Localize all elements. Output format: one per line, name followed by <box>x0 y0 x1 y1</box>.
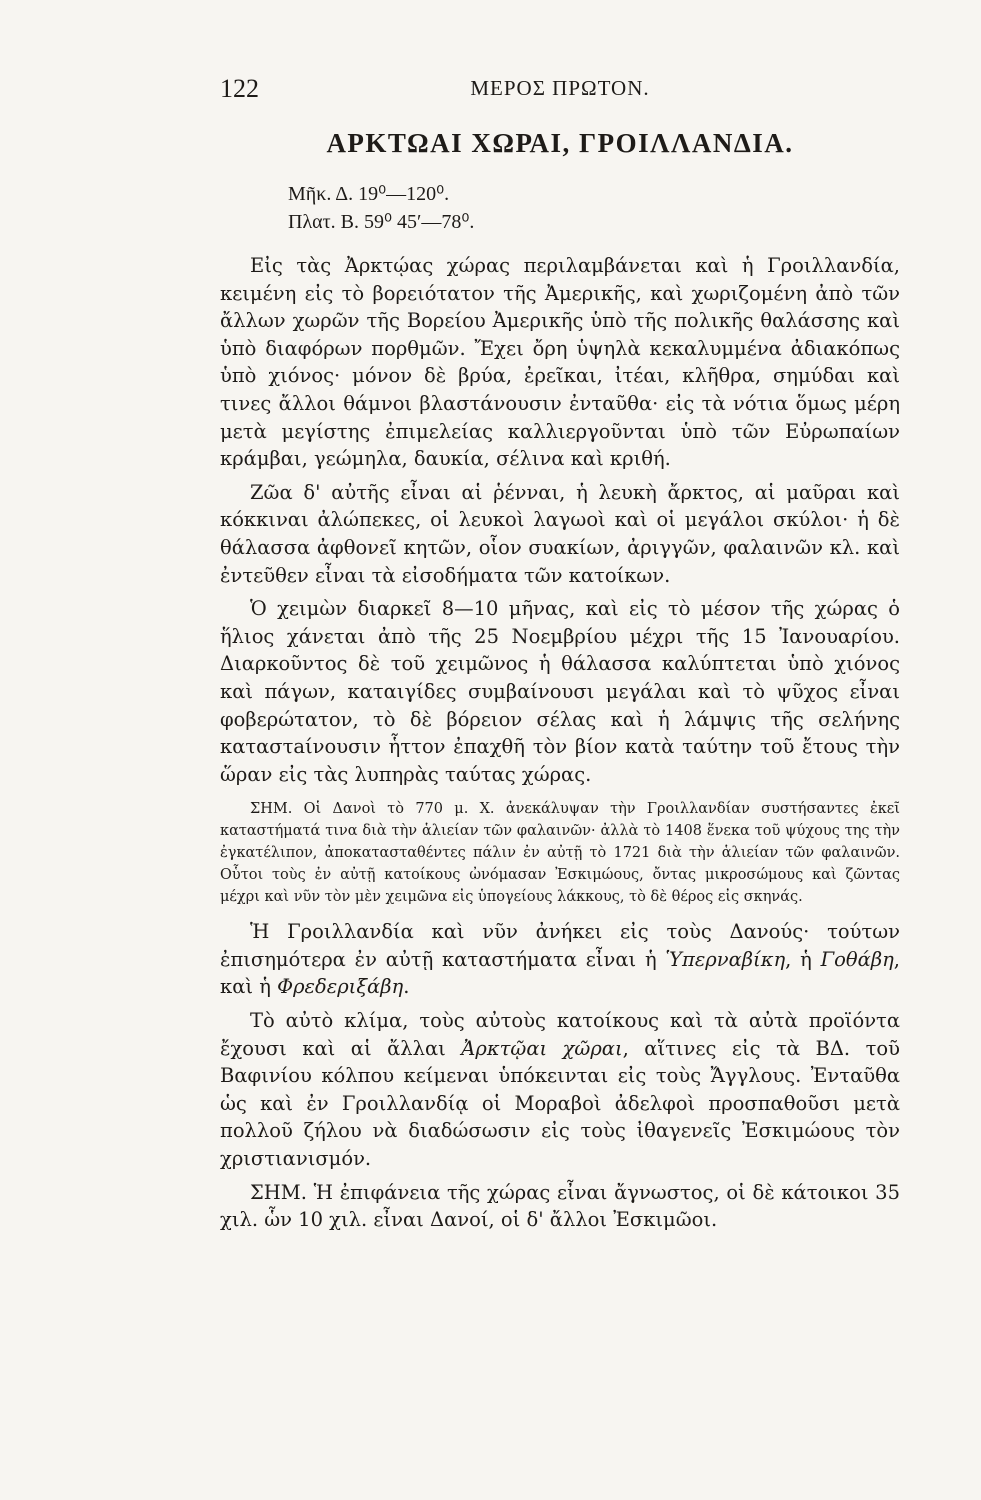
arctic-lands-term: Ἀρκτῷαι χῶραι <box>461 1036 623 1060</box>
arctic-text-start: Τὸ αὐτὸ κλίμα, τοὺς αὐτοὺς κατοίκους καὶ τὰ αὐτὰ προϊόντα ἔχουσι καὶ αἱ ἄλλαι <box>220 1009 900 1060</box>
settlements-text-end: . <box>403 975 410 999</box>
body-text <box>220 252 900 1240</box>
settlement-upernavik: Ὑπερναβίκη <box>665 947 786 971</box>
settlements-text-start: Ἡ Γροιλλανδία καὶ νῦν ἀνήκει εἰς τοὺς Δανούς· τούτων ἐπισημότερα ἐν αὐτῇ καταστήματα εἶναι ἡ <box>220 920 900 971</box>
settlements-sep-1: , ἡ <box>785 947 821 971</box>
running-head: ΜΕΡΟΣ ΠΡΩΤΟΝ. <box>470 76 650 100</box>
settlements-sep-2: , καὶ ἡ <box>220 947 900 999</box>
page-number: 122 <box>220 74 259 103</box>
paragraph-geography: Εἰς τὰς Ἀρκτῴας χώρας περιλαμβάνεται καὶ ἡ Γροιλλανδία, κειμένη εἰς τὸ βορειότατον τῆς Ἀμερικῆς, καὶ χωριζομένη ἀπὸ τῶν ἄλλων χωρῶν τῆς Βορείου Ἀμερικῆς ὑπὸ τῆς πολικῆς θαλάσσης καὶ ὑπὸ διαφόρων πορθμῶν. Ἔχει ὄρη ὑψηλὰ κεκαλυμμένα ἀδιακόπως ὑπὸ χιόνος· μόνον δὲ βρύα, ἐρεῖκαι, ἰτέαι, κλῆθρα, σημύδαι καὶ τινες ἄλλοι θάμνοι βλαστάνουσιν ἐνταῦθα· εἰς τὰ νότια ὅμως μέρη μετὰ μεγίστης ἐπιμελείας καλλιεργοῦνται ὑπὸ τῶν Εὐρωπαίων κράμβαι, γεώμηλα, δαυκία, σέλινα καὶ κριθή. <box>220 254 900 471</box>
page-header <box>220 74 900 108</box>
settlement-godthab: Γοθάβη <box>820 947 894 971</box>
settlement-frederikshab: Φρεδεριξάβη <box>277 975 404 999</box>
paragraph-fauna: Ζῶα δ' αὐτῆς εἶναι αἱ ῥένναι, ἡ λευκὴ ἄρκτος, αἱ μαῦραι καὶ κόκκιναι ἀλώπεκες, οἱ λευκοὶ λαγωοὶ καὶ οἱ μεγάλοι σκύλοι· ἡ δὲ θάλασσα ἀφθονεῖ κητῶν, οἷον συακίων, ἀριγγῶν, φαλαινῶν κλ. καὶ ἐντεῦθεν εἶναι τὰ εἰσοδήματα τῶν κατοίκων. <box>220 480 900 587</box>
paragraph-arctic-lands <box>220 1007 900 1173</box>
note-history: ΣΗΜ. Οἱ Δανοὶ τὸ 770 μ. Χ. ἀνεκάλυψαν τὴν Γροιλλανδίαν συστήσαντες ἐκεῖ καταστήματά τινα διὰ τὴν ἁλιείαν τῶν φαλαινῶν· ἀλλὰ τὸ 1408 ἕνεκα τοῦ ψύχους της τὴν ἐγκατέλιπον, ἀποκατασταθέντες πάλιν ἐν αὐτῇ τὸ 1721 διὰ τὴν ἁλιείαν τῶν φαλαινῶν. Οὗτοι τοὺς ἐν αὐτῇ κατοίκους ὠνόμασαν Ἐσκιμώους, ὄντας μικροσώμους καὶ ζῶντας μέχρι καὶ νῦν τὸν μὲν χειμῶνα εἰς ὑπογείους λάκκους, τὸ δὲ θέρος εἰς σκηνάς. <box>220 801 900 906</box>
note-population: ΣΗΜ. Ἡ ἐπιφάνεια τῆς χώρας εἶναι ἄγνωστος, οἱ δὲ κάτοικοι 35 χιλ. ὧν 10 χιλ. εἶναι Δανοί, οἱ δ' ἄλλοι Ἐσκιμῶοι. <box>220 1180 900 1232</box>
arctic-text-end: , αἵτινες εἰς τὰ ΒΔ. τοῦ Βαφινίου κόλπου κείμεναι ὑπόκεινται εἰς τοὺς Ἄγγλους. Ἐνταῦθα ὡς καὶ ἐν Γροιλλανδίᾳ οἱ Μοραβοὶ ἀδελφοὶ προσπαθοῦσι μετὰ πολλοῦ ζήλου νὰ διαδώσωσιν εἰς τοὺς ἰθαγενεῖς Ἐσκιμώους τὸν χριστιανισμόν. <box>220 1036 901 1171</box>
coordinates-block <box>288 180 474 236</box>
paragraph-climate: Ὁ χειμὼν διαρκεῖ 8—10 μῆνας, καὶ εἰς τὸ μέσον τῆς χώρας ὁ ἥλιος χάνεται ἀπὸ τῆς 25 Νοεμβρίου μέχρι τῆς 15 Ἰανουαρίου. Διαρκοῦντος δὲ τοῦ χειμῶνος ἡ θάλασσα καλύπτεται ὑπὸ χιόνος καὶ πάγων, καταιγίδες συμβαίνουσι μεγάλαι καὶ τὸ ψῦχος εἶναι φοβερώτατον, τὸ δὲ βόρειον σέλας καὶ ἡ λάμψις τῆς σελήνης καταστaίνουσιν ἧττον ἐπαχθῆ τὸν βίον κατὰ ταύτην τοῦ ἔτους τὴν ὥραν εἰς τὰς λυπηρὰς ταύτας χώρας. <box>220 597 900 786</box>
latitude-line: Πλατ. Β. 59⁰ 45′—78⁰. <box>288 211 475 233</box>
longitude-line: Μῆκ. Δ. 19⁰—120⁰. <box>288 183 450 205</box>
section-title: ΑΡΚΤΩΑΙ ΧΩΡΑΙ, ΓΡΟΙΛΛΑΝΔΙΑ. <box>326 128 794 158</box>
paragraph-settlements <box>220 918 900 1001</box>
